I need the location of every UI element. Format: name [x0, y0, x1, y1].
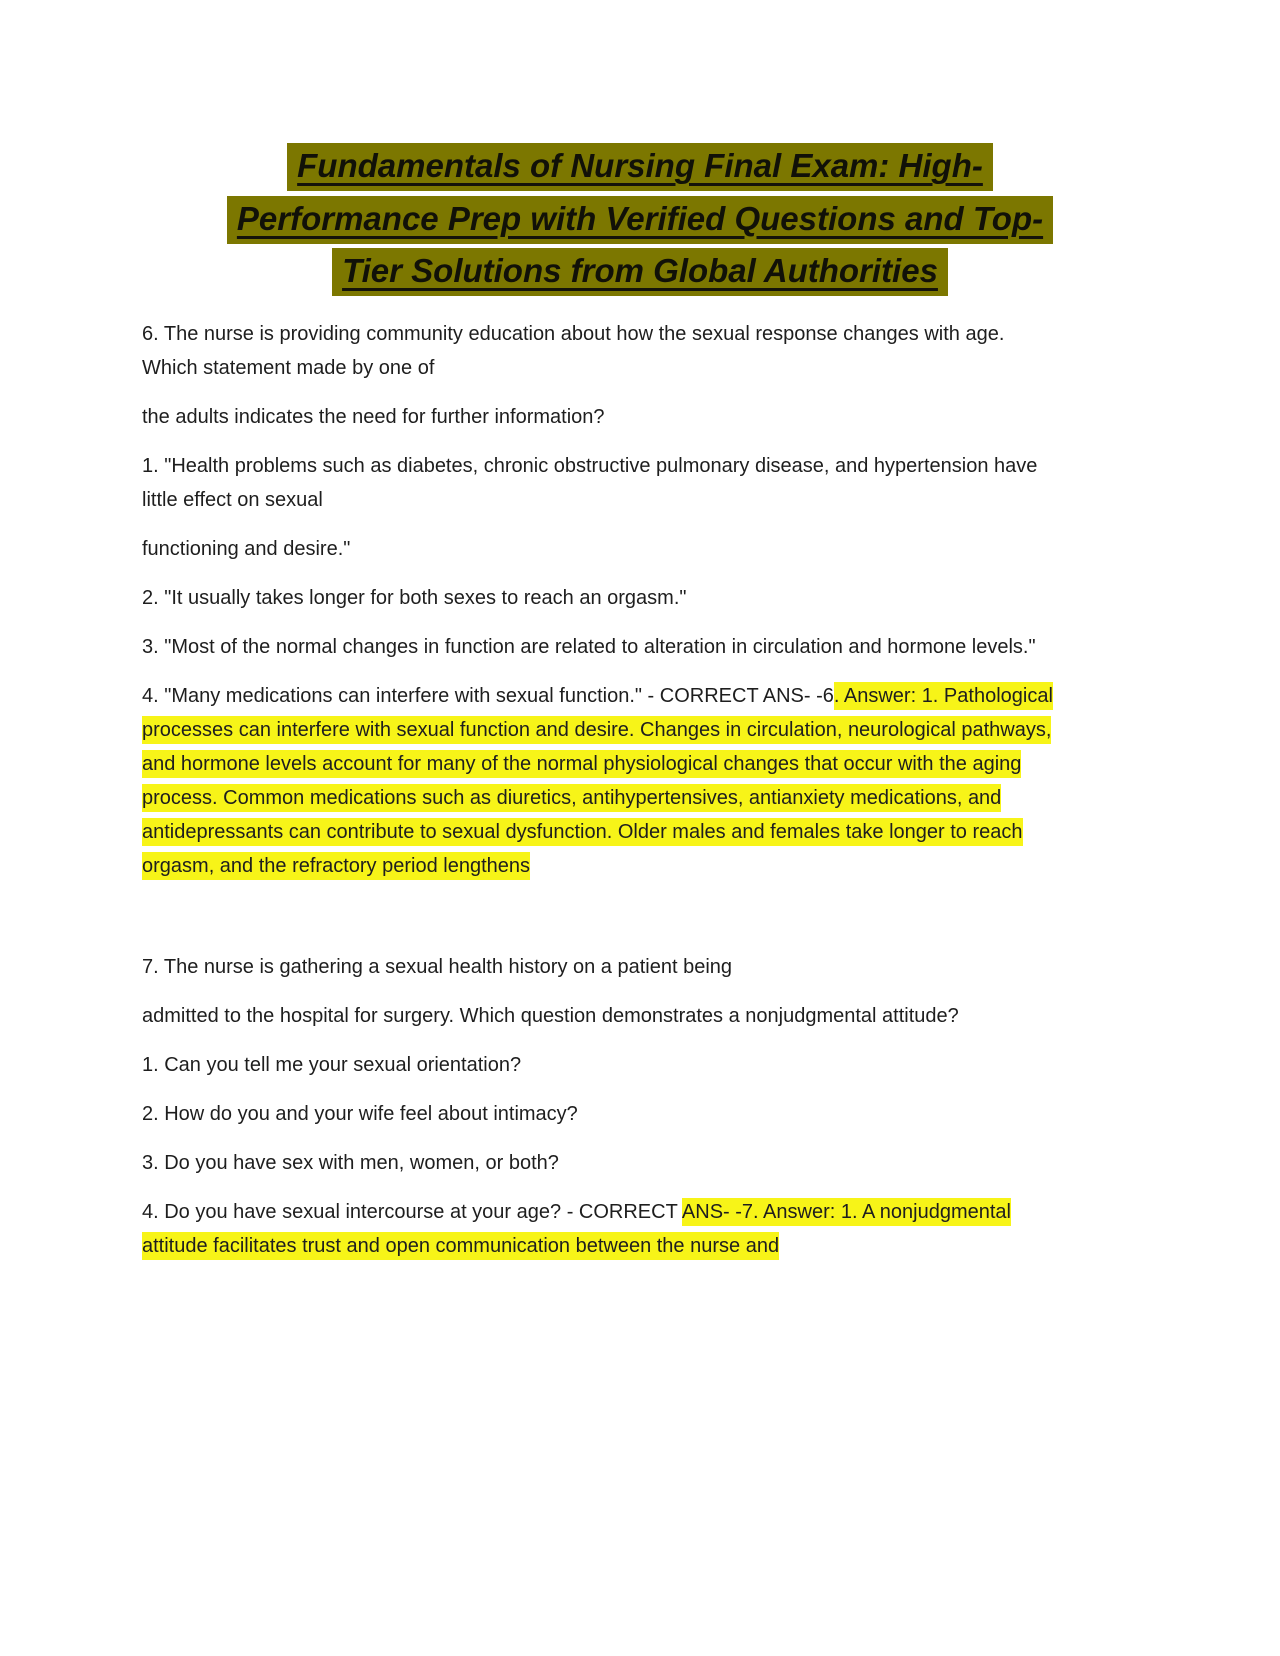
q6-option-4-with-answer: [142, 679, 1060, 883]
q6-option-4-text: 4. "Many medications can interfere with sexual function." - CORRECT ANS- -6: [142, 684, 834, 707]
title-line-3: Tier Solutions from Global Authorities: [332, 248, 948, 296]
q6-option-2: 2. "It usually takes longer for both sexes to reach an orgasm.": [142, 586, 687, 609]
document-body: [142, 317, 1060, 1263]
q6-option-3: 3. "Most of the normal changes in function are related to alteration in circulation and hormone levels.": [142, 635, 1036, 658]
q7-intro-continuation: admitted to the hospital for surgery. Which question demonstrates a nonjudgmental attitude?: [142, 1004, 959, 1027]
title-row-1: [0, 146, 1280, 186]
title-row-2: [0, 199, 1280, 239]
title-row-3: [0, 251, 1280, 291]
q6-option-1: 1. "Health problems such as diabetes, chronic obstructive pulmonary disease, and hypertension have little effect on sexual: [142, 454, 1038, 511]
q7-option-4-text: 4. Do you have sexual intercourse at your age? - CORRECT: [142, 1200, 682, 1223]
q6-intro-continuation: the adults indicates the need for further information?: [142, 405, 605, 428]
title-line-2: Performance Prep with Verified Questions and Top-: [227, 196, 1053, 244]
q6-option-1-continuation: functioning and desire.": [142, 537, 351, 560]
q7-option-2: 2. How do you and your wife feel about intimacy?: [142, 1102, 578, 1125]
q7-intro-paragraph: 7. The nurse is gathering a sexual health history on a patient being: [142, 955, 733, 978]
q7-answer-highlight: ANS- -7. Answer: 1. A nonjudgmental attitude facilitates trust and open communication between the nurse and: [142, 1198, 1011, 1260]
q7-option-3: 3. Do you have sex with men, women, or both?: [142, 1151, 559, 1174]
title-line-1: Fundamentals of Nursing Final Exam: High-: [287, 143, 993, 191]
blank-paragraph-spacer: [142, 898, 1060, 950]
q6-answer-highlight: . Answer: 1. Pathological processes can interfere with sexual function and desire. Changes in circulation, neurological pathways, and hormone levels account for many of the normal physiological changes that occur with the aging process. Common medications such as diuretics, antihypertensives, antianxiety medications, and antidepressants can contribute to sexual dysfunction. Older males and females take longer to reach orgasm, and the refractory period lengthens: [142, 682, 1053, 880]
q6-intro-paragraph: 6. The nurse is providing community education about how the sexual response changes with age. Which statement made by one of: [142, 322, 1005, 379]
q7-option-4-with-answer: [142, 1195, 1060, 1263]
q7-option-1: 1. Can you tell me your sexual orientation?: [142, 1053, 522, 1076]
document-title: [0, 0, 1280, 291]
